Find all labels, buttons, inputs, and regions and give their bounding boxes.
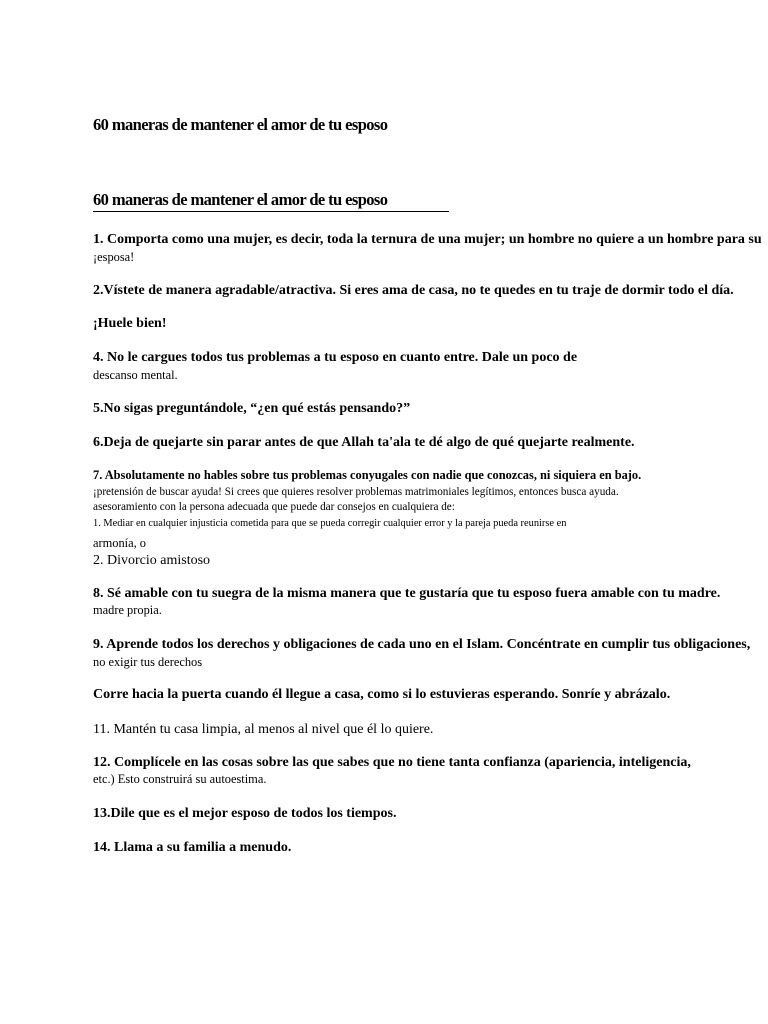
list-item-12: 12. Complícele en las cosas sobre las que sabes que no tiene tanta confianza (apariencia, inteligencia,: [93, 755, 691, 770]
list-item-4-continuation: descanso mental.: [93, 368, 178, 382]
list-item-7-line-3: asesoramiento con la persona adecuada que puede dar consejos en cualquiera de:: [93, 501, 455, 513]
list-item-3: ¡Huele bien!: [93, 316, 167, 331]
list-item-1: 1. Comporta como una mujer, es decir, toda la ternura de una mujer; un hombre no quiere a un hombre para su: [93, 232, 762, 247]
list-item-7: 7. Absolutamente no hables sobre tus problemas conyugales con nadie que conozcas, ni siquiera en bajo.: [93, 468, 642, 482]
list-item-7-line-4: 1. Mediar en cualquier injusticia cometida para que se pueda corregir cualquier error y la pareja pueda reunirse en: [93, 518, 567, 529]
list-item-6: 6.Deja de quejarte sin parar antes de que Allah ta'ala te dé algo de qué quejarte realmente.: [93, 435, 635, 450]
list-item-7-line-6: 2. Divorcio amistoso: [93, 553, 211, 568]
section-heading: 60 maneras de mantener el amor de tu esposo: [93, 191, 449, 212]
list-item-7-line-5: armonía, o: [93, 536, 146, 550]
page-title: 60 maneras de mantener el amor de tu esposo: [93, 115, 388, 134]
list-item-4: 4. No le cargues todos tus problemas a tu esposo en cuanto entre. Dale un poco de: [93, 350, 578, 365]
list-item-14: 14. Llama a su familia a menudo.: [93, 840, 292, 855]
list-item-7-line-2: ¡pretensión de buscar ayuda! Si crees que quieres resolver problemas matrimoniales legítimos, entonces busca ayuda.: [93, 486, 619, 498]
list-item-8: 8. Sé amable con tu suegra de la misma manera que te gustaría que tu esposo fuera amable con tu madre.: [93, 586, 721, 601]
list-item-11: 11. Mantén tu casa limpia, al menos al nivel que él lo quiere.: [93, 722, 434, 737]
list-item-5: 5.No sigas preguntándole, “¿en qué estás pensando?”: [93, 401, 411, 416]
list-item-9: 9. Aprende todos los derechos y obligaciones de cada uno en el Islam. Concéntrate en cumplir tus obligaciones,: [93, 637, 751, 652]
list-item-12-continuation: etc.) Esto construirá su autoestima.: [93, 772, 267, 786]
list-item-2: 2.Vístete de manera agradable/atractiva. Si eres ama de casa, no te quedes en tu traje de dormir todo el día.: [93, 283, 734, 298]
list-item-13: 13.Dile que es el mejor esposo de todos los tiempos.: [93, 806, 397, 821]
list-item-9-continuation: no exigir tus derechos: [93, 655, 203, 669]
list-item-10: Corre hacia la puerta cuando él llegue a casa, como si lo estuvieras esperando. Sonríe y abrázalo.: [93, 687, 671, 702]
list-item-1-continuation: ¡esposa!: [93, 250, 135, 264]
list-item-8-continuation: madre propia.: [93, 603, 162, 617]
